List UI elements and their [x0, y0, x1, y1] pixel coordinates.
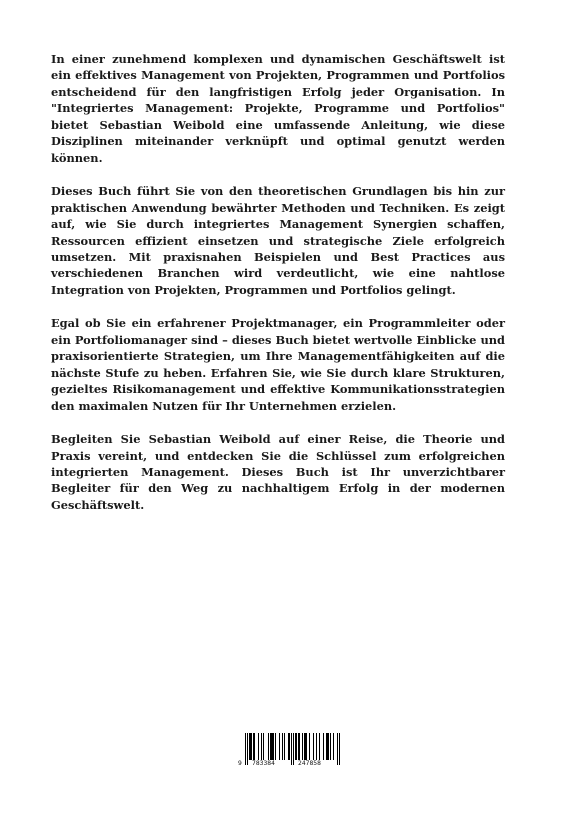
barcode-bar — [282, 733, 283, 760]
blurb-paragraph-1: In einer zunehmend komplexen und dynamischen Geschäftswelt ist ein effektives Management von Projekten, Programmen und Portfolios entscheidend für den langfristigen Erfolg jeder Organisation. In "Integriertes Management: Projekte, Programme und Portfolios" bietet Sebastian Weibold eine umfassende Anleitung, wie diese Disziplinen miteinander verknüpft und optimal genutzt werden können. — [51, 52, 505, 165]
barcode-lead-digit: 9 — [238, 760, 242, 767]
barcode-bar — [253, 733, 254, 760]
barcode-bar — [273, 733, 274, 760]
barcode-bar — [328, 733, 329, 760]
barcode-bar — [333, 733, 334, 760]
barcode-right-digits: 247858 — [298, 760, 321, 767]
barcode-bar — [313, 733, 314, 760]
barcode-bar — [316, 733, 317, 760]
barcode-bar — [337, 733, 338, 765]
barcode-bar — [326, 733, 327, 760]
isbn-barcode — [237, 733, 343, 769]
barcode-bar — [275, 733, 276, 760]
barcode-bar — [249, 733, 250, 760]
barcode-bar — [296, 733, 297, 760]
blurb-paragraph-3: Egal ob Sie ein erfahrener Projektmanager, ein Programmleiter oder ein Portfoliomanager sind – dieses Buch bietet wertvolle Einblicke und praxisorientierte Strategien, um Ihre Managementfähigkeiten auf die nächste Stufe zu heben. Erfahren Sie, wie Sie durch klare Strukturen, gezieltes Risikomanagement und effektive Kommunikationsstrategien den maximalen Nutzen für Ihr Unternehmen erzielen. — [51, 316, 505, 413]
barcode-bar — [298, 733, 299, 760]
barcode-bar — [245, 733, 246, 765]
barcode-bar — [309, 733, 310, 760]
barcode-bar — [270, 733, 271, 760]
barcode-bar — [288, 733, 289, 760]
barcode-bar — [261, 733, 262, 760]
barcode-bar — [272, 733, 273, 760]
barcode-bar — [293, 733, 294, 765]
blurb-paragraph-2: Dieses Buch führt Sie von den theoretischen Grundlagen bis hin zur praktischen Anwendung bewährter Methoden und Techniken. Es zeigt auf, wie Sie durch integriertes Management Synergien schaffen, Ressourcen effizient einsetzen und strategische Ziele erfolgreich umsetzen. Mit praxisnahen Beispielen und Best Practices aus verschiedenen Branchen wird verdeutlicht, wie eine nahtlose Integration von Projekten, Programmen und Portfolios gelingt. — [51, 184, 505, 297]
barcode-bar — [247, 733, 248, 765]
barcode-bar — [284, 733, 285, 760]
barcode-bar — [306, 733, 307, 760]
barcode-bar — [279, 733, 280, 760]
barcode-bar — [327, 733, 328, 760]
barcode-bar — [299, 733, 300, 760]
barcode-bar — [251, 733, 252, 760]
barcode-bar — [271, 733, 272, 760]
barcode-bar — [289, 733, 290, 760]
blurb-paragraph-4: Begleiten Sie Sebastian Weibold auf einer Reise, die Theorie und Praxis vereint, und entdecken Sie die Schlüssel zum erfolgreichen integrierten Management. Dieses Buch ist Ihr unverzichtbarer Begleiter für den Weg zu nachhaltigem Erfolg in der modernen Geschäftswelt. — [51, 432, 505, 512]
barcode-bar — [268, 733, 269, 760]
barcode-bar — [339, 733, 340, 765]
barcode-bar — [250, 733, 251, 760]
barcode-bar — [323, 733, 324, 760]
barcode-bar — [319, 733, 320, 760]
barcode-bar — [291, 733, 292, 765]
barcode-left-digits: 783384 — [252, 760, 275, 767]
barcode-bar — [305, 733, 306, 760]
barcode-bar — [304, 733, 305, 760]
blurb-text — [51, 51, 505, 530]
barcode-bar — [330, 733, 331, 760]
barcode-bar — [254, 733, 255, 760]
barcode-bar — [263, 733, 264, 760]
barcode-bar — [258, 733, 259, 760]
barcode-bar — [295, 733, 296, 760]
barcode-bar — [302, 733, 303, 760]
